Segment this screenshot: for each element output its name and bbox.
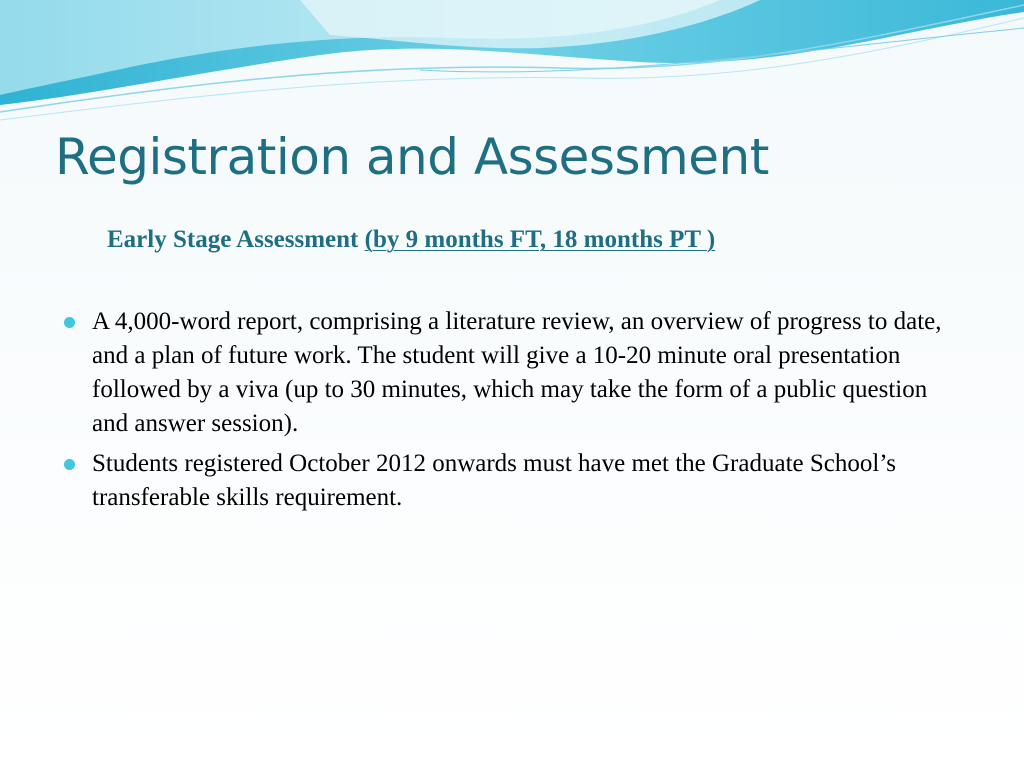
slide-subtitle	[107, 222, 715, 258]
subtitle-timeframe-link[interactable]: (by 9 months FT, 18 months PT )	[364, 226, 716, 253]
bullet-dot-icon	[64, 459, 75, 470]
decorative-wave-header	[0, 0, 1024, 130]
bullet-list	[64, 305, 964, 521]
bullet-text: A 4,000-word report, comprising a literature review, an overview of progress to date, and a plan of future work. The student will give a 10-20 minute oral presentation followed by a viva (up to 30 minutes, which may take the form of a public question and answer session).	[92, 308, 942, 437]
bullet-text: Students registered October 2012 onwards must have met the Graduate School’s transferable skills requirement.	[92, 450, 896, 511]
slide-title: Registration and Assessment	[55, 128, 769, 186]
bullet-item-report	[64, 305, 964, 441]
bullet-item-skills	[64, 447, 964, 515]
bullet-dot-icon	[64, 317, 75, 328]
subtitle-main-text: Early Stage Assessment	[107, 226, 359, 253]
